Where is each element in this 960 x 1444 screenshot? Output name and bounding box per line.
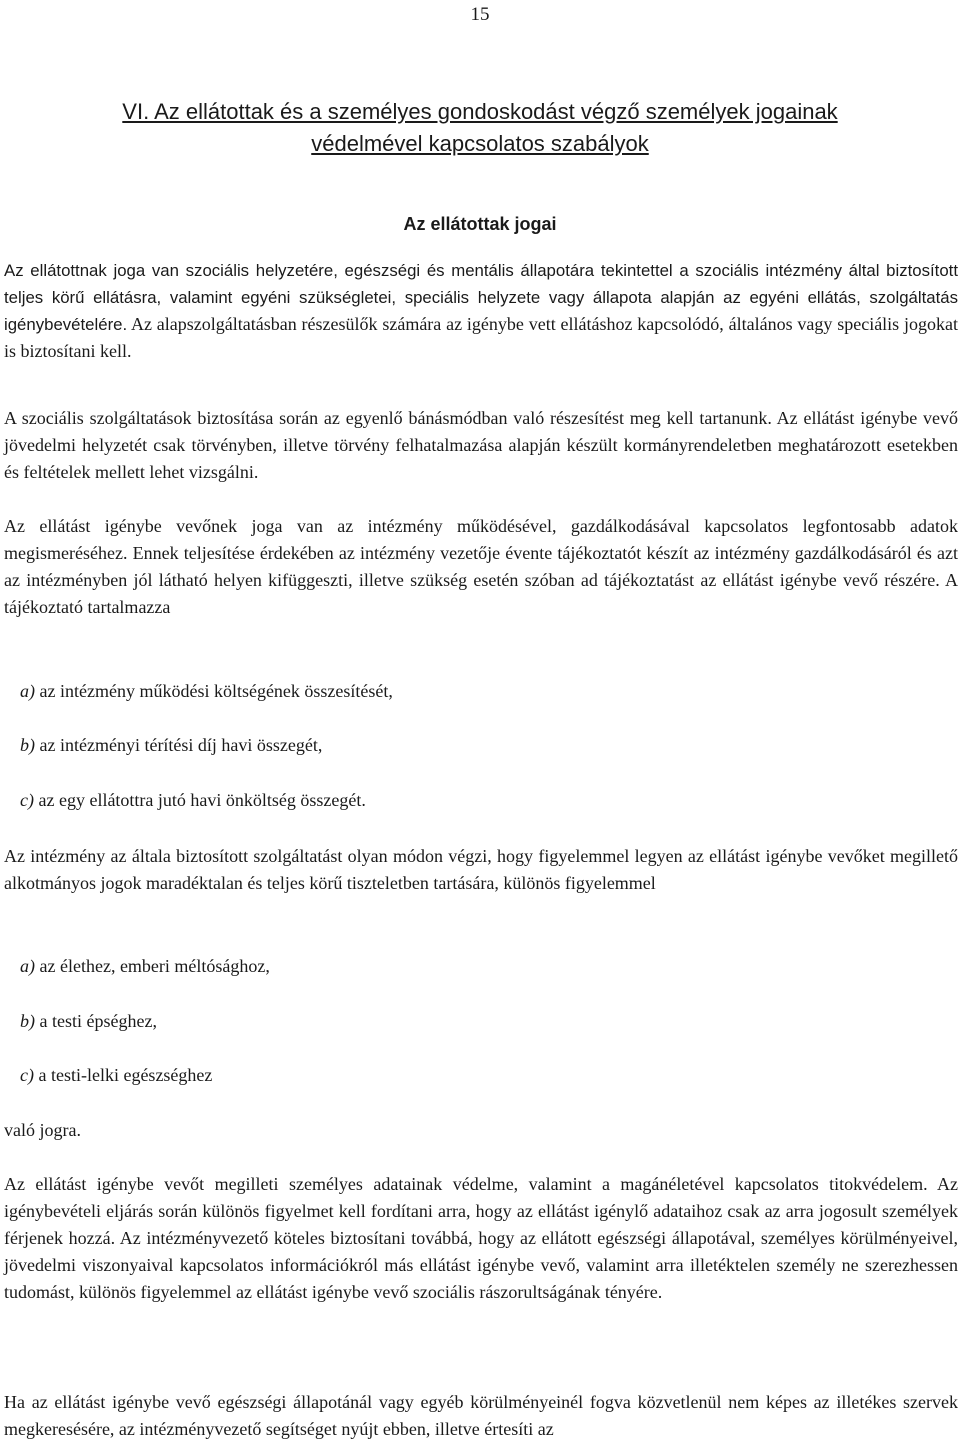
paragraph-3: Az ellátást igénybe vevőnek joga van az intézmény működésével, gazdálkodásával kapcsolatos legfontosabb adatok megismeréséhez. Ennek teljesítése érdekében az intézmény vezetője évente tájékoztatót készít az intézmény gazdálkodásáról és azt az intézményben jól látható helyen kifüggeszti, illetve szükség esetén szóban ad tájékoztatást az ellátást igénybe vevő részére. A tájékoztató tartalmazza: [4, 516, 958, 617]
list-1-item-c: [20, 787, 366, 814]
list-2-item-a: [20, 953, 270, 980]
chapter-title-line-1: VI. Az ellátottak és a személyes gondoskodást végző személyek jogainak: [122, 99, 838, 124]
section-heading: Az ellátottak jogai: [403, 214, 557, 234]
list-item-text: a testi-lelki egészséghez: [33, 1065, 213, 1085]
paragraph-4: Az intézmény az általa biztosított szolgáltatást olyan módon végzi, hogy figyelemmel legyen az ellátást igénybe vevőket megillető alkotmányos jogok maradéktalan és teljes körű tiszteletben tartására, különös figyelemmel: [4, 846, 958, 893]
paragraph-6: Az ellátást igénybe vevőt megilleti személyes adatainak védelme, valamint a magánéletével kapcsolatos titokvédelem. Az igénybevételi eljárás során különös figyelmet kell fordítani arra, hogy az ellátást igénylő adataihoz csak az arra jogosult személyek férjenek hozzá. Az intézményvezető köteles biztosítani továbbá, hogy az ellátott egészségi állapotával, személyes körülményeivel, jövedelmi viszonyaival kapcsolatos információkról más ellátást igénybe vevő, valamint arra illetéktelen személy ne szerezhessen tudomást, különös figyelemmel az ellátást igénybe vevő szociális rászorultságának tényére.: [4, 1174, 958, 1302]
paragraph-1-sans-text: Az ellátottnak joga van szociális helyzetére, egészségi és mentális állapotára tekintettel a szociális intézmény által biztosított teljes körű ellátásra, valamint egyéni szükségletei, speciális helyzete vagy állapota alapján az egyéni ellátás, szolgáltatás igénybevételére.: [4, 261, 958, 334]
list-item-text: az egy ellátottra jutó havi önköltség összegét.: [33, 790, 366, 810]
list-2-item-b: [20, 1008, 157, 1035]
list-marker: b): [20, 735, 35, 755]
list-marker: c): [20, 790, 34, 810]
paragraph-2: A szociális szolgáltatások biztosítása során az egyenlő bánásmódban való részesítést meg kell tartanunk. Az ellátást igénybe vevő jövedelmi helyzetét csak törvényben, illetve törvény felhatalmazása alapján készült kormányrendeletben meghatározott esetekben és feltételek mellett lehet vizsgálni.: [4, 408, 958, 482]
list-item-text: a testi épséghez,: [35, 1011, 157, 1031]
list-1-item-a: [20, 678, 393, 705]
paragraph-1: [4, 257, 958, 365]
list-marker: c): [20, 1065, 34, 1085]
list-marker: a): [20, 956, 35, 976]
chapter-title: [0, 96, 960, 160]
page-number: 15: [470, 4, 490, 25]
chapter-title-line-2: védelmével kapcsolatos szabályok: [311, 131, 649, 156]
list-2-item-c: [20, 1062, 212, 1089]
paragraph-7: Ha az ellátást igénybe vevő egészségi állapotánál vagy egyéb körülményeinél fogva közvetlenül nem képes az illetékes szervek megkeresésére, az intézményvezető segítséget nyújt ebben, illetve értesíti az: [4, 1392, 958, 1439]
list-1-item-b: [20, 732, 322, 759]
list-item-text: az élethez, emberi méltósághoz,: [35, 956, 270, 976]
list-marker: b): [20, 1011, 35, 1031]
paragraph-1-serif-text: Az alapszolgáltatásban részesülők számára az igénybe vett ellátáshoz kapcsolódó, általános vagy speciális jogokat is biztosítani kell.: [4, 314, 958, 361]
paragraph-5: való jogra.: [4, 1120, 81, 1140]
list-item-text: az intézmény működési költségének összesítését,: [35, 681, 393, 701]
list-marker: a): [20, 681, 35, 701]
list-item-text: az intézményi térítési díj havi összegét,: [35, 735, 323, 755]
